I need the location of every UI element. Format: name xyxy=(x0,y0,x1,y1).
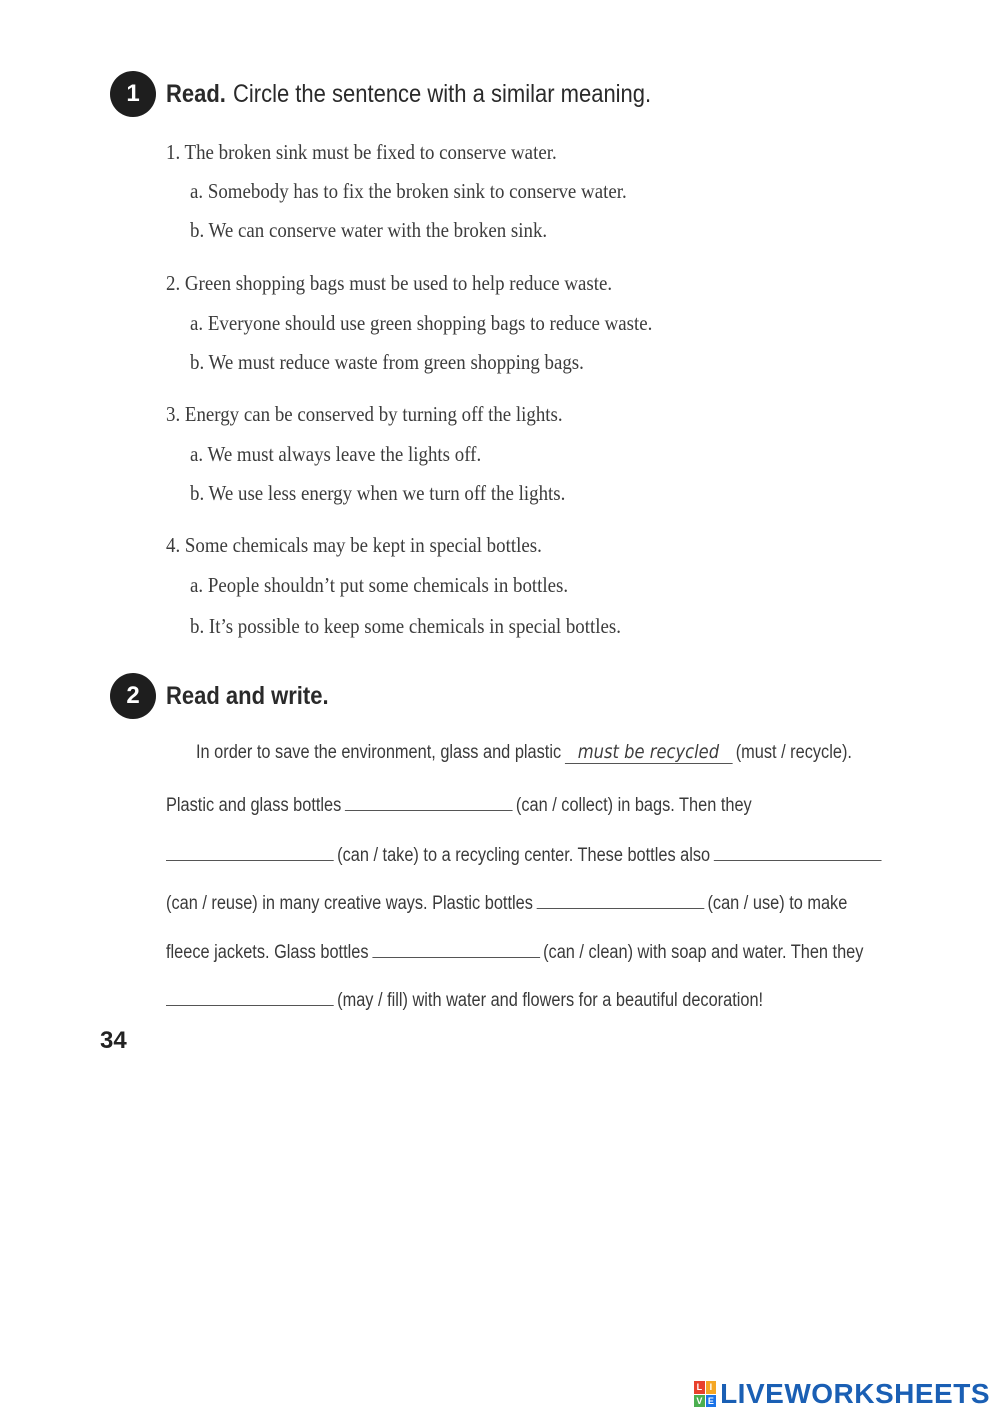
liveworksheets-brand xyxy=(694,1378,990,1410)
question-3-option-a[interactable]: a. We must always leave the lights off. xyxy=(190,442,482,466)
section-1-number-badge: 1 xyxy=(110,71,156,117)
question-3: 3. Energy can be conserved by turning off the lights. xyxy=(166,402,563,426)
logo-letter: L xyxy=(694,1381,705,1394)
line-6-text: (may / fill) with water and flowers for a beautiful decoration! xyxy=(337,990,764,1011)
blank-may-fill[interactable] xyxy=(166,985,334,1006)
paragraph-line-4 xyxy=(166,888,847,915)
section-2-number-badge: 2 xyxy=(110,673,156,719)
question-2: 2. Green shopping bags must be used to help reduce waste. xyxy=(166,271,613,295)
line-3-text: (can / take) to a recycling center. These bottles also xyxy=(337,845,711,866)
paragraph-line-5 xyxy=(166,937,863,964)
page-number: 34 xyxy=(100,1027,127,1048)
question-1: 1. The broken sink must be fixed to conserve water. xyxy=(166,140,557,164)
line-5-text-pre: fleece jackets. Glass bottles xyxy=(166,942,369,963)
question-1-option-b[interactable]: b. We can conserve water with the broken sink. xyxy=(190,218,548,242)
section-1-title xyxy=(166,80,651,109)
section-1-header xyxy=(110,71,717,117)
question-2-option-b[interactable]: b. We must reduce waste from green shopping bags. xyxy=(190,350,584,374)
section-1-instruction: Circle the sentence with a similar meaning. xyxy=(232,79,652,108)
question-1-option-a[interactable]: a. Somebody has to fix the broken sink to conserve water. xyxy=(190,179,627,203)
section-1-title-bold: Read. xyxy=(166,79,226,108)
question-4-option-b[interactable]: b. It’s possible to keep some chemicals in special bottles. xyxy=(190,614,621,638)
line-5-text-post: (can / clean) with soap and water. Then they xyxy=(543,942,864,963)
line-1-text-post: (must / recycle). xyxy=(735,742,852,763)
paragraph-line-1 xyxy=(196,741,852,764)
question-4: 4. Some chemicals may be kept in special bottles. xyxy=(166,533,542,557)
section-2-title: Read and write. xyxy=(166,681,329,710)
blank-can-collect[interactable] xyxy=(345,790,513,811)
blank-can-take[interactable] xyxy=(166,840,334,861)
logo-letter: V xyxy=(694,1395,705,1408)
example-answer: must be recycled xyxy=(565,741,733,764)
paragraph-line-6 xyxy=(166,985,763,1012)
brand-name: LIVEWORKSHEETS xyxy=(720,1378,990,1409)
section-2-header xyxy=(110,673,351,719)
blank-can-use[interactable] xyxy=(536,888,704,909)
paragraph-line-2 xyxy=(166,790,752,817)
line-2-text-post: (can / collect) in bags. Then they xyxy=(515,795,752,816)
line-4-text-post: (can / use) to make xyxy=(707,893,848,914)
logo-letter: E xyxy=(706,1395,717,1408)
line-1-text-pre: In order to save the environment, glass and plastic xyxy=(196,742,562,763)
liveworksheets-logo-icon xyxy=(694,1381,716,1407)
paragraph-line-3 xyxy=(166,840,885,867)
blank-can-reuse[interactable] xyxy=(714,840,882,861)
logo-letter: I xyxy=(706,1381,717,1394)
question-3-option-b[interactable]: b. We use less energy when we turn off the lights. xyxy=(190,481,566,505)
line-4-text-pre: (can / reuse) in many creative ways. Plastic bottles xyxy=(166,893,533,914)
question-2-option-a[interactable]: a. Everyone should use green shopping bags to reduce waste. xyxy=(190,311,653,335)
question-4-option-a[interactable]: a. People shouldn’t put some chemicals in bottles. xyxy=(190,573,569,597)
blank-can-clean[interactable] xyxy=(372,937,540,958)
line-2-text-pre: Plastic and glass bottles xyxy=(166,795,342,816)
